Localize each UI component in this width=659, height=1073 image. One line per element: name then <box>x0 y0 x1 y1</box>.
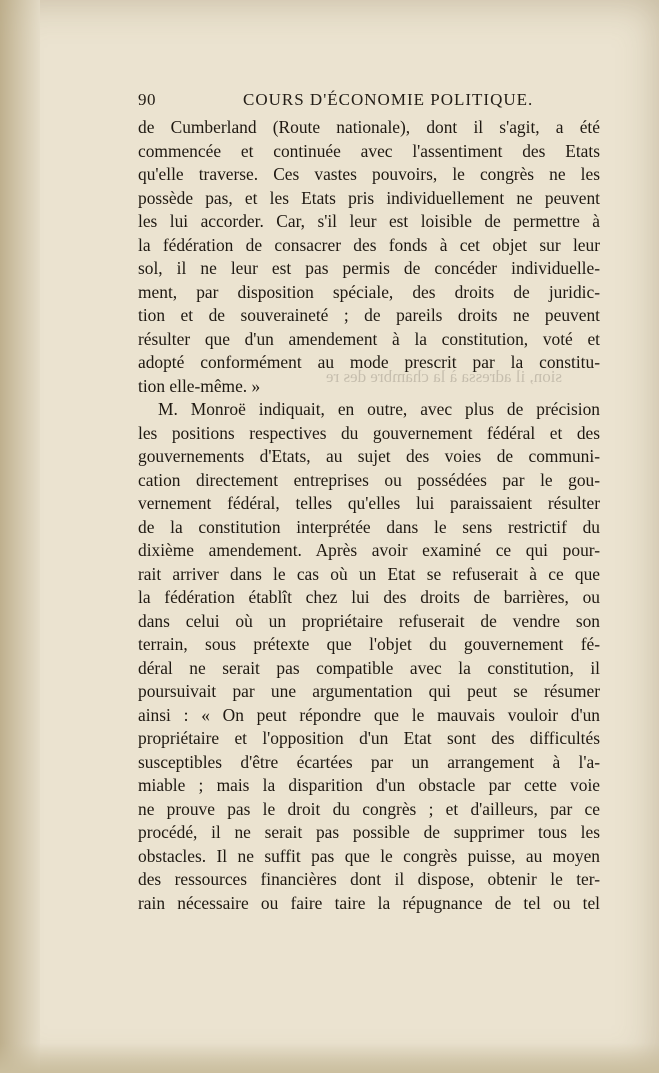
text-line: adopté conformément au mode prescrit par la constitu- <box>138 352 600 372</box>
text-line: la fédération établît chez lui des droits de barrières, ou <box>138 587 600 607</box>
text-line: gouvernements d'Etats, au sujet des voies de communi- <box>138 446 600 466</box>
page-number: 90 <box>138 90 156 109</box>
text-line: dixième amendement. Après avoir examiné ce qui pour- <box>138 540 600 560</box>
page-gutter-shadow <box>0 0 40 1073</box>
text-line: dans celui où un propriétaire refuserait de vendre son <box>138 610 600 631</box>
body-text <box>138 116 600 915</box>
text-line: susceptibles d'être écartées par un arrangement à l'a- <box>138 751 600 772</box>
text-line: terrain, sous prétexte que l'objet du gouvernement fé- <box>138 634 600 654</box>
text-line: miable ; mais la disparition d'un obstacle par cette voie <box>138 775 600 795</box>
text-line: de Cumberland (Route nationale), dont il s'agit, a été <box>138 117 600 137</box>
text-line: déral ne serait pas compatible avec la constitution, il <box>138 657 600 678</box>
text-line: les positions respectives du gouvernement fédéral et des <box>138 422 600 443</box>
text-line: tion elle-même. » <box>138 375 261 396</box>
text-line: poursuivait par une argumentation qui peut se résumer <box>138 681 600 701</box>
text-line: obstacles. Il ne suffit pas que le congrès puisse, au moyen <box>138 845 600 866</box>
running-title: COURS D'ÉCONOMIE POLITIQUE. <box>243 90 534 109</box>
text-line: procédé, il ne serait pas possible de supprimer tous les <box>138 822 600 842</box>
text-line: commencée et continuée avec l'assentiment des Etats <box>138 140 600 161</box>
text-line: des ressources financières dont il dispose, obtenir le ter- <box>138 869 600 889</box>
show-through-ink: sion, il adressa à la chambre des re <box>326 367 563 386</box>
text-line: cation directement entreprises ou possédées par le gou- <box>138 469 600 490</box>
text-line: la fédération de consacrer des fonds à cet objet sur leur <box>138 234 600 255</box>
page-header <box>138 90 598 114</box>
text-line: qu'elle traverse. Ces vastes pouvoirs, le congrès ne les <box>138 164 600 184</box>
text-line: ne prouve pas le droit du congrès ; et d'ailleurs, par ce <box>138 798 600 819</box>
text-line: ainsi : « On peut répondre que le mauvais vouloir d'un <box>138 704 600 725</box>
text-line: les lui accorder. Car, s'il leur est loisible de permettre à <box>138 211 600 231</box>
text-line: possède pas, et les Etats pris individuellement ne peuvent <box>138 187 600 208</box>
text-line: propriétaire et l'opposition d'un Etat sont des difficultés <box>138 728 600 748</box>
page-bottom-shadow <box>0 1043 659 1073</box>
text-line: rain nécessaire ou faire taire la répugnance de tel ou tel <box>138 892 600 913</box>
text-line: M. Monroë indiquait, en outre, avec plus de précision <box>158 399 600 419</box>
text-line: résulter que d'un amendement à la constitution, voté et <box>138 328 600 349</box>
text-line: vernement fédéral, telles qu'elles lui paraissaient résulter <box>138 493 600 513</box>
text-line: sol, il ne leur est pas permis de concéder individuelle- <box>138 258 600 278</box>
text-line: tion et de souveraineté ; de pareils droits ne peuvent <box>138 305 600 325</box>
text-line: de la constitution interprétée dans le sens restrictif du <box>138 516 600 537</box>
text-line: rait arriver dans le cas où un Etat se refuserait à ce que <box>138 563 600 584</box>
text-line: ment, par disposition spéciale, des droits de juridic- <box>138 281 600 302</box>
